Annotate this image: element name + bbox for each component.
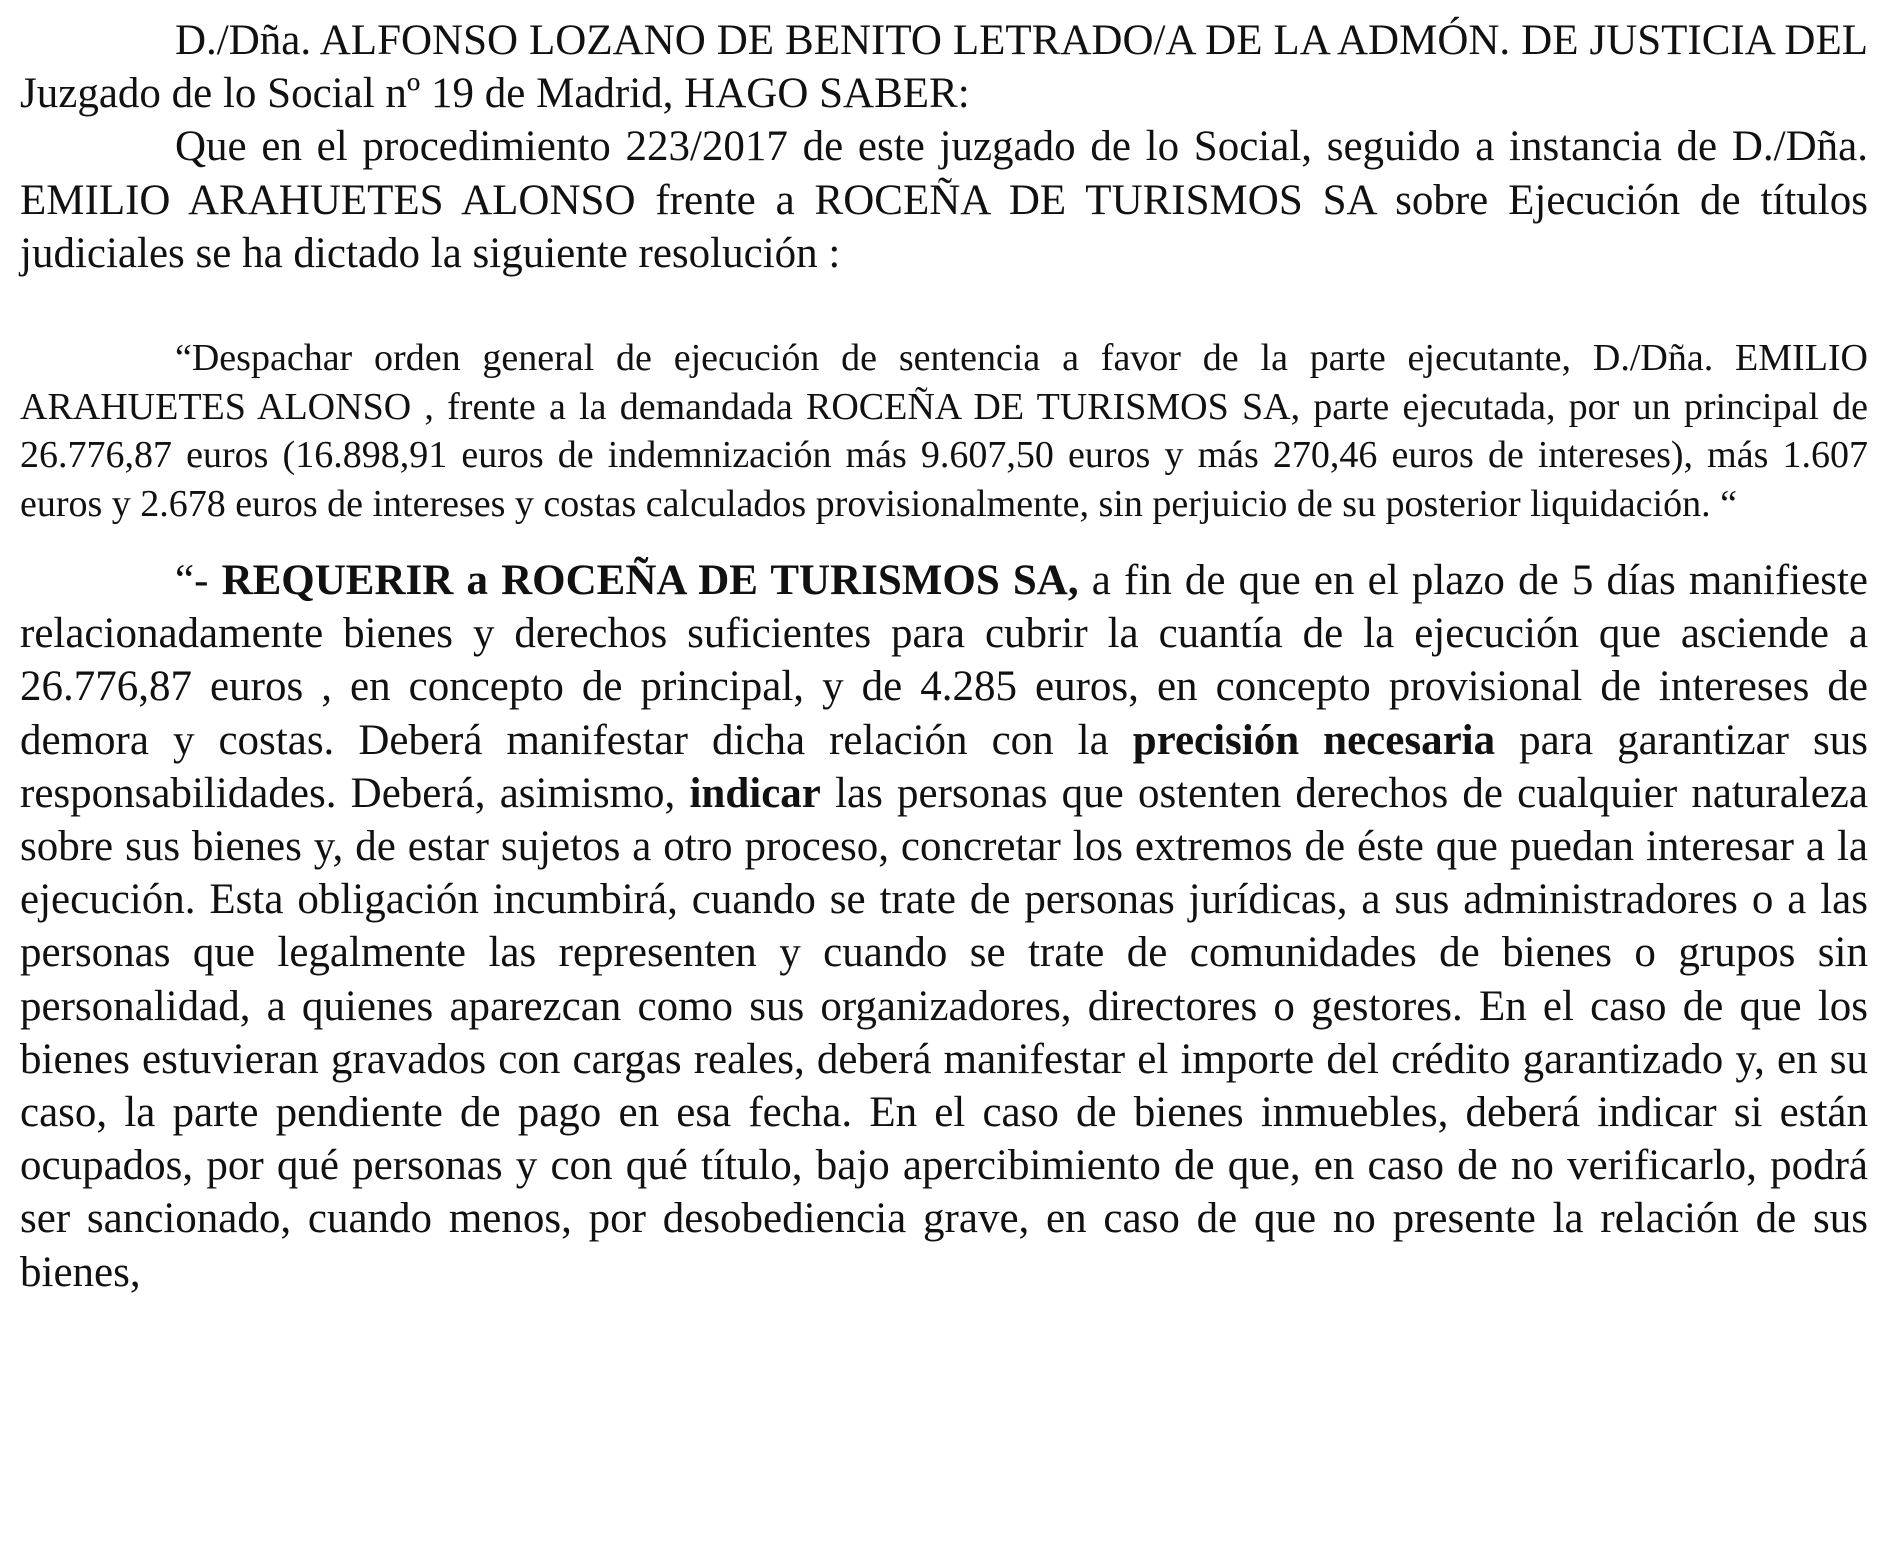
requirement-text-3: las personas que ostenten derechos de cualquier naturaleza sobre sus bienes y, de estar sujetos a otro proceso, concretar los extremos de éste que puedan interesar a la ejecución. Esta obligación incumbirá, cuando se trate de personas jurídicas, a sus administradores o a las personas que legalmente las representen y cuando se trate de comunidades de bienes o grupos sin personalidad, a quienes aparezcan como sus organizadores, directores o gestores. En el caso de que los bienes estuvieran gravados con cargas reales, deberá manifestar el importe del crédito garantizado y, en su caso, la parte pendiente de pago en esa fecha. En el caso de bienes inmuebles, deberá indicar si están ocupados, por qué personas y con qué título, bajo apercibimiento de que, en caso de no verificarlo, podrá ser sancionado, cuando menos, por desobediencia grave, en caso de que no presente la relación de sus bienes, xyxy=(20,769,1868,1296)
resolution-text: “Despachar orden general de ejecución de sentencia a favor de la parte ejecutante, D./Dña. EMILIO ARAHUETES ALONSO , frente a la demandada ROCEÑA DE TURISMOS SA, parte ejecutada, por un principal de 26.776,87 euros (16.898,91 euros de indemnización más 9.607,50 euros y más 270,46 euros de intereses), más 1.607 euros y 2.678 euros de intereses y costas calculados provisionalmente, sin perjuicio de su posterior liquidación. “ xyxy=(20,337,1868,525)
requirement-lead-bold: REQUERIR a ROCEÑA DE TURISMOS SA, xyxy=(221,557,1079,605)
indicar-bold: indicar xyxy=(689,769,821,817)
header-paragraph xyxy=(20,14,1868,120)
resolution-quote xyxy=(20,334,1868,528)
intro-text: Que en el procedimiento 223/2017 de este juzgado de lo Social, seguido a instancia de D./Dña. EMILIO ARAHUETES ALONSO frente a ROCEÑA DE TURISMOS SA sobre Ejecución de títulos judiciales se ha dictado la siguiente resolución : xyxy=(20,123,1868,277)
precision-bold: precisión necesaria xyxy=(1132,716,1496,764)
requirement-text-1: a fin de que en el plazo de 5 días manifieste relacionadamente bienes y derechos suficientes para cubrir la cuantía de la ejecución que asciende a 26.776,87 euros , en concepto de principal, y de 4.285 euros, en concepto provisional de intereses de demora y costas. Deberá manifestar dicha relación con la xyxy=(20,557,1868,764)
requirement-text-2: para garantizar sus responsabilidades. Deberá, asimismo, xyxy=(20,716,1868,817)
requirement-open-quote: “- xyxy=(175,557,222,605)
header-text: D./Dña. ALFONSO LOZANO DE BENITO LETRADO/A DE LA ADMÓN. DE JUSTICIA DEL Juzgado de lo Social nº 19 de Madrid, HAGO SABER: xyxy=(20,17,1868,118)
intro-paragraph xyxy=(20,120,1868,280)
requirement-paragraph xyxy=(20,554,1868,1299)
